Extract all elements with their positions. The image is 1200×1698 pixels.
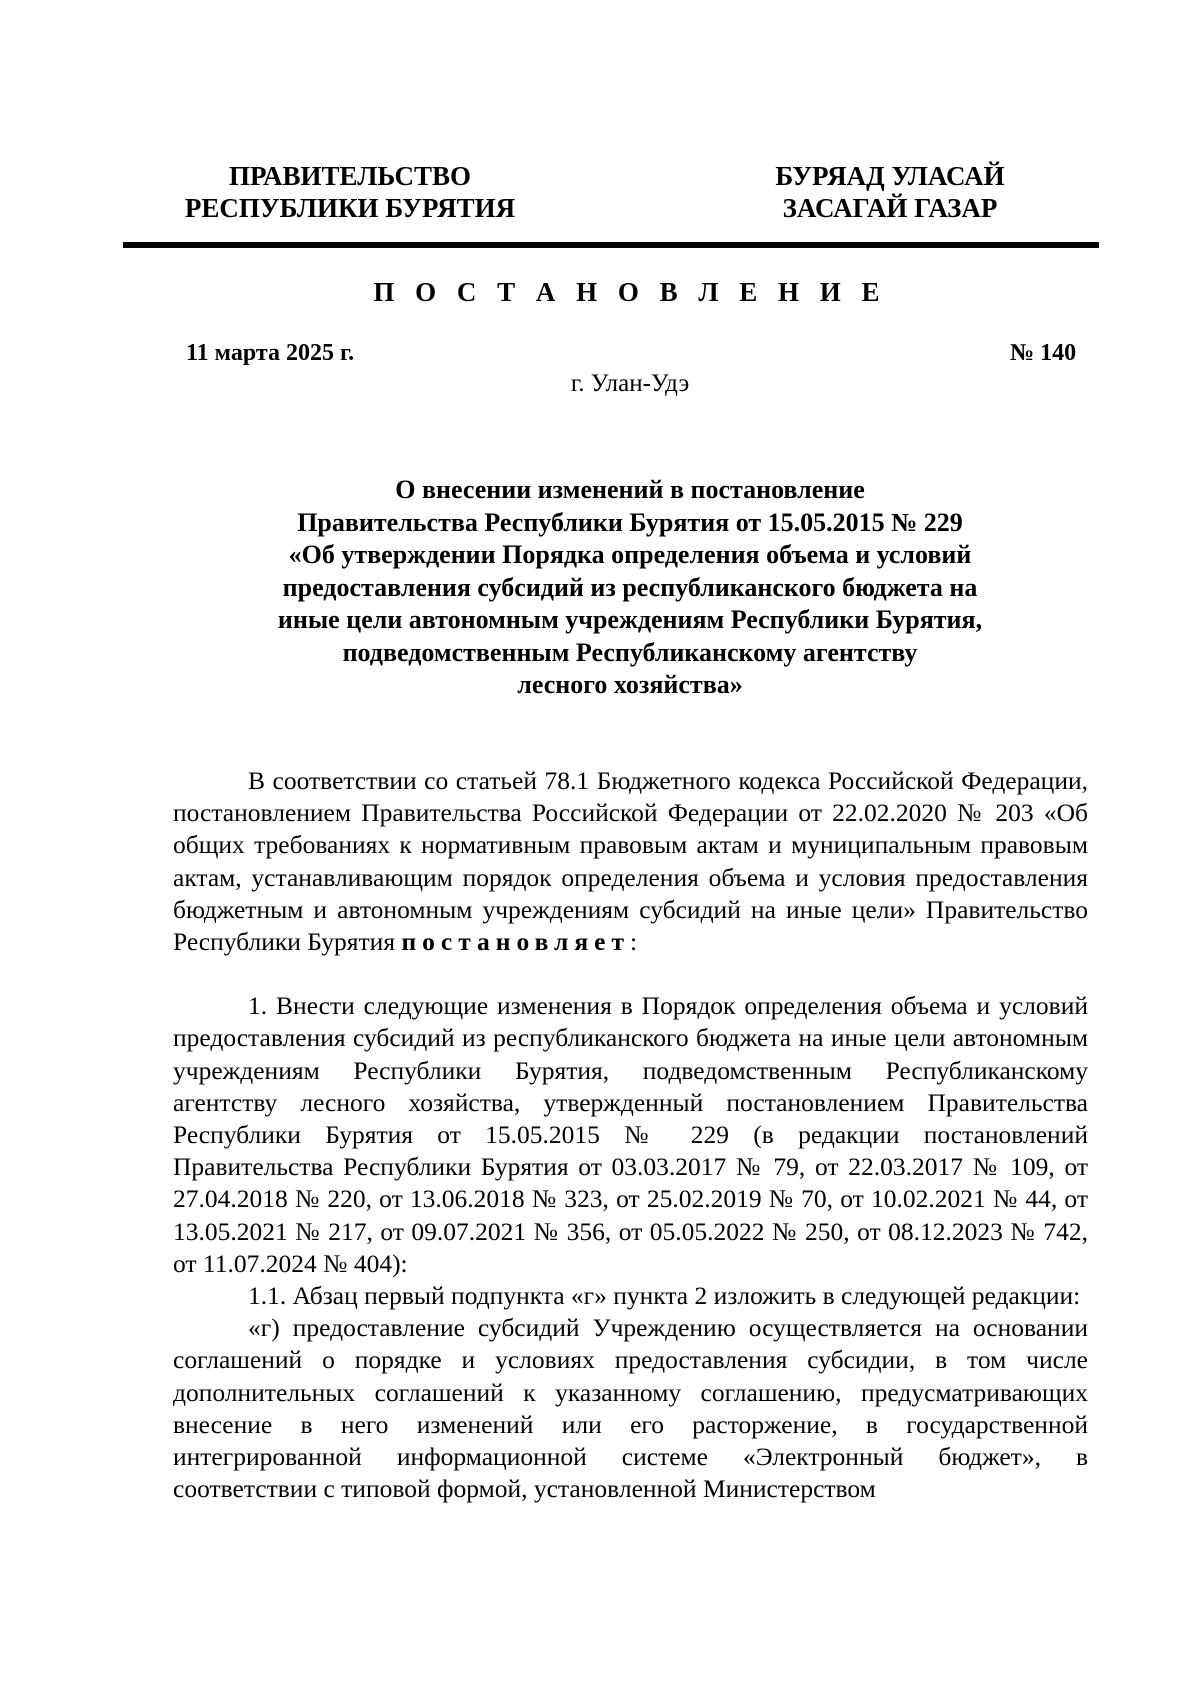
resolves-suffix: :: [629, 927, 638, 957]
title-line: лесного хозяйства»: [517, 670, 743, 699]
document-body: [173, 765, 1088, 1505]
document-city: г. Улан-Удэ: [570, 370, 690, 397]
resolves-word: постановляет: [401, 927, 630, 957]
title-line: иные цели автономным учреждениям Республики Бурятия,: [277, 605, 983, 634]
header-divider: [123, 242, 1099, 248]
header-government-bua: [750, 160, 1030, 224]
header-right-line2: ЗАСАГАЙ ГАЗАР: [782, 193, 998, 223]
title-line: предоставления субсидий из республиканского бюджета на: [282, 572, 978, 602]
document-number: № 140: [1010, 340, 1077, 366]
item-1-paragraph: 1. Внести следующие изменения в Порядок определения объема и условий предоставления субсидий из республиканского бюджета на иные цели автономным учреждениям Республики Бурятия, подведомственным Республиканскому агентству лесного хозяйства, утвержденный постановлением Правительства Республики Бурятия от 15.05.2015 № 229 (в редакции постановлений Правительства Республики Бурятия от 03.03.2017 № 79, от 22.03.2017 № 109, от 27.04.2018 № 220, от 13.06.2018 № 323, от 25.02.2019 № 70, от 10.02.2021 № 44, от 13.05.2021 № 217, от 09.07.2021 № 356, от 05.05.2022 № 250, от 08.12.2023 № 742, от 11.07.2024 № 404):: [173, 991, 1088, 1278]
title-line: Правительства Республики Бурятия от 15.05.2015 № 229: [297, 507, 963, 537]
paragraph-gap: [173, 958, 1088, 990]
title-line: подведомственным Республиканскому агентству: [342, 637, 918, 667]
preamble-text: В соответствии со статьей 78.1 Бюджетного кодекса Российской Федерации, постановлением Правительства Российской Федерации от 22.02.2020 № 203 «Об общих требованиях к нормативным правовым актам и муниципальным правовым актам, устанавливающим порядок определения объема и условия предоставления бюджетным и автономным учреждениям субсидий на иные цели» Правительство Республики Бурятия: [173, 766, 1088, 957]
quoted-amendment-paragraph: «г) предоставление субсидий Учреждению осуществляется на основании соглашений о порядке и условиях предоставления субсидии, в том числе дополнительных соглашений к указанному соглашению, предусматривающих внесение в него изменений или его расторжение, в государственной интегрированной информационной системе «Электронный бюджет», в соответствии с типовой формой, установленной Министерством: [173, 1313, 1088, 1504]
document-title: [230, 474, 1030, 702]
title-line: О внесении изменений в постановление: [395, 475, 865, 504]
preamble-paragraph: [173, 765, 1088, 958]
document-type: П О С Т А Н О В Л Е Н И Е: [373, 277, 887, 307]
title-line: «Об утверждении Порядка определения объема и условий: [288, 540, 972, 569]
item-1-1-paragraph: 1.1. Абзац первый подпункта «г» пункта 2 изложить в следующей редакции:: [248, 1281, 1081, 1311]
header-left-line2: РЕСПУБЛИКИ БУРЯТИЯ: [184, 193, 516, 223]
header-government-ru: [165, 160, 535, 224]
document-date: 11 марта 2025 г.: [186, 340, 355, 366]
header-right-line1: БУРЯАД УЛАСАЙ: [775, 161, 1005, 191]
header-left-line1: ПРАВИТЕЛЬСТВО: [228, 161, 472, 191]
